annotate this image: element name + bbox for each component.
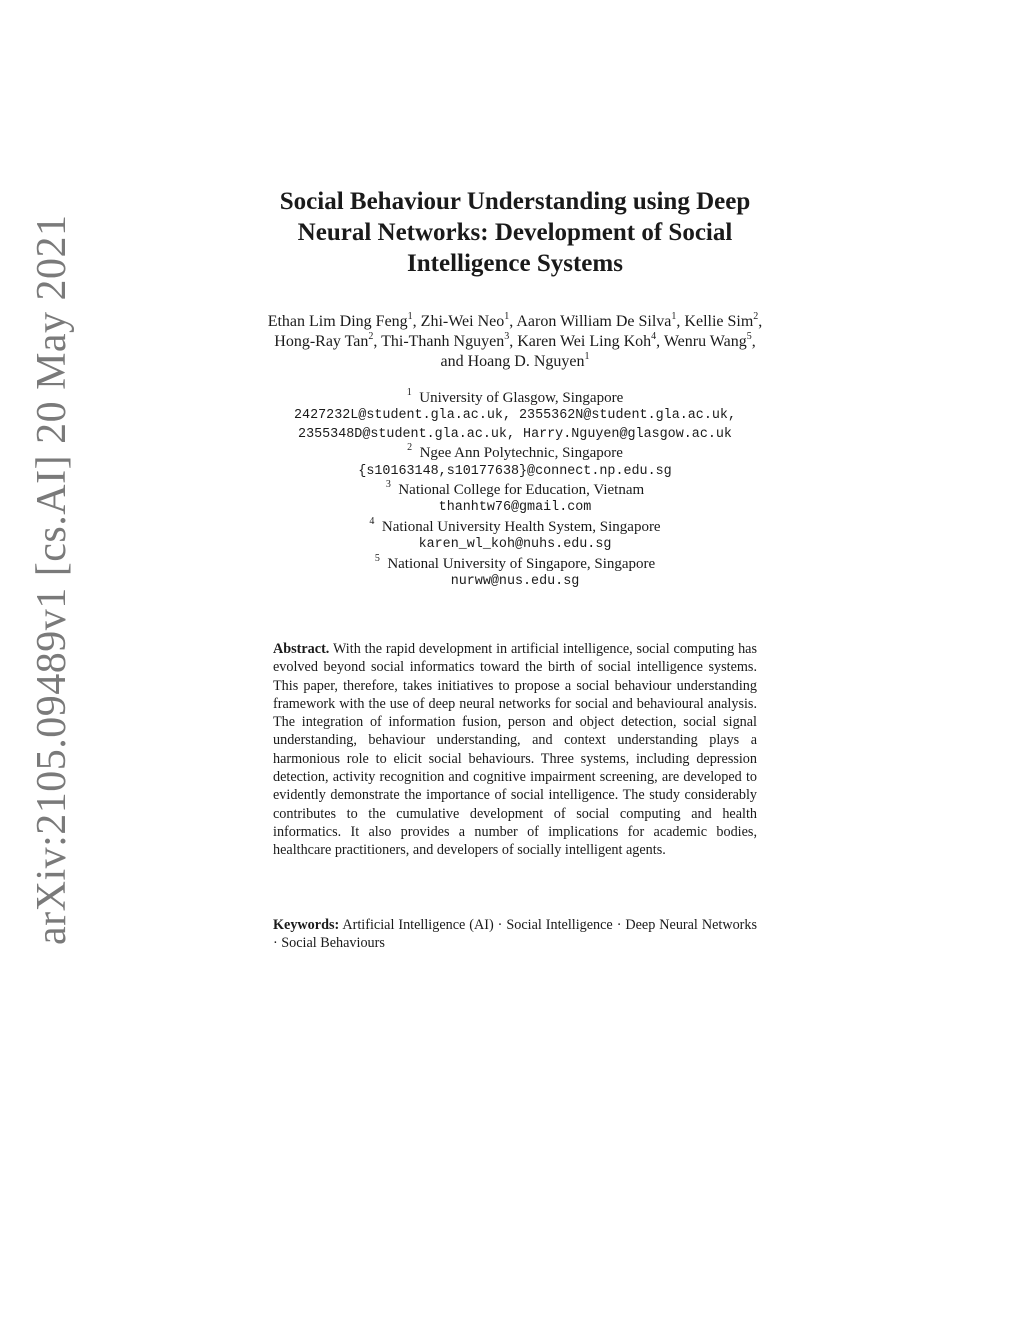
author-list [200, 312, 830, 372]
author-affiliation-mark: 3 [504, 330, 510, 342]
affiliation-email: {s10163148,s10177638}@connect.np.edu.sg [358, 463, 672, 479]
author-line: Ethan Lim Ding Feng$^1$, Zhi-Wei Neo$^1$, Aaron William De Silva$^1$, Kellie Sim$^2$, [267, 310, 763, 330]
affiliation-name: $^1$ University of Glasgow, Singapore [406, 387, 624, 406]
affiliation-email: thanhtw76@gmail.com [438, 500, 592, 516]
affiliation-mark: 4 [369, 515, 375, 527]
title-line: Social Behaviour Understanding using Deep [279, 188, 751, 215]
author-affiliation-mark: 1 [671, 310, 677, 322]
affiliation-list [200, 389, 830, 591]
author-name: Karen Wei Ling Koh [517, 333, 652, 350]
arxiv-identifier-stamp: arXiv:2105.09489v1 [cs.AI] 20 May 2021 [29, 214, 75, 945]
author-affiliation-mark: 5 [746, 330, 752, 342]
affiliation-name: $^4$ National University Health System, Singapore [369, 515, 661, 535]
author-affiliation-mark: 1 [584, 350, 590, 362]
paper-title [200, 186, 830, 279]
author-name: Thi-Thanh Nguyen [381, 333, 505, 350]
affiliation-name: $^3$ National College for Education, Vietnam [385, 479, 645, 499]
affiliation-name: $^2$ Ngee Ann Polytechnic, Singapore [407, 442, 623, 462]
author-line: and Hoang D. Nguyen$^1$ [440, 350, 590, 370]
title-line: Intelligence Systems [407, 250, 623, 277]
author-affiliation-mark: 2 [753, 310, 759, 322]
abstract-text: With the rapid development in artificial intelligence, social computing has evolved beyond social informatics toward the birth of social intelligence systems. This paper, therefore, takes initiatives to propose a social behaviour understanding framework with the use of deep neural networks for social and behavioural analysis. The integration of information fusion, person and object detection, social signal understanding, behaviour understanding, and context understanding plays a harmonious role to elicit social behaviours. Three systems, including depression detection, activity recognition and cognitive impairment screening, are developed to evidently demonstrate the importance of social intelligence. The study considerably contributes to the cumulative development of social computing and health informatics. It also provides a number of implications for academic bodies, healthcare practitioners, and developers of socially intelligent agents. [273, 641, 758, 859]
author-name: Hoang D. Nguyen [467, 353, 585, 370]
affiliation-email: nurww@nus.edu.sg [450, 574, 580, 590]
author-affiliation-mark: 1 [407, 310, 413, 322]
author-name: Ethan Lim Ding Feng [267, 313, 408, 330]
abstract [273, 640, 757, 860]
author-name: Aaron William De Silva [516, 313, 672, 330]
keywords-label: Keywords: [273, 917, 340, 933]
keywords [273, 916, 757, 953]
affiliation-mark: 5 [374, 552, 380, 564]
author-name: Kellie Sim [684, 313, 754, 330]
affiliation-mark: 1 [406, 387, 412, 398]
abstract-label: Abstract. [273, 641, 330, 657]
author-name: Zhi-Wei Neo [420, 313, 505, 330]
author-name: Hong-Ray Tan [274, 333, 369, 350]
affiliation-name: $^5$ National University of Singapore, Singapore [374, 552, 656, 572]
author-affiliation-mark: 4 [651, 330, 657, 342]
affiliation-email: 2355348D@student.gla.ac.uk, Harry.Nguyen@glasgow.ac.uk [298, 426, 732, 442]
affiliation-mark: 3 [385, 479, 391, 491]
affiliation-email: 2427232L@student.gla.ac.uk, 2355362N@student.gla.ac.uk, [294, 408, 736, 424]
affiliation-email: karen_wl_koh@nuhs.edu.sg [418, 537, 612, 553]
affiliation-mark: 2 [407, 442, 413, 454]
keywords-text: Artificial Intelligence (AI) · Social Intelligence · Deep Neural Networks · Social Behaviours [273, 917, 758, 952]
author-affiliation-mark: 1 [504, 310, 510, 322]
author-name: Wenru Wang [663, 333, 747, 350]
author-line: Hong-Ray Tan$^2$, Thi-Thanh Nguyen$^3$, Karen Wei Ling Koh$^4$, Wenru Wang$^5$, [274, 330, 756, 350]
title-line: Neural Networks: Development of Social [297, 219, 733, 246]
author-affiliation-mark: 2 [368, 330, 374, 342]
